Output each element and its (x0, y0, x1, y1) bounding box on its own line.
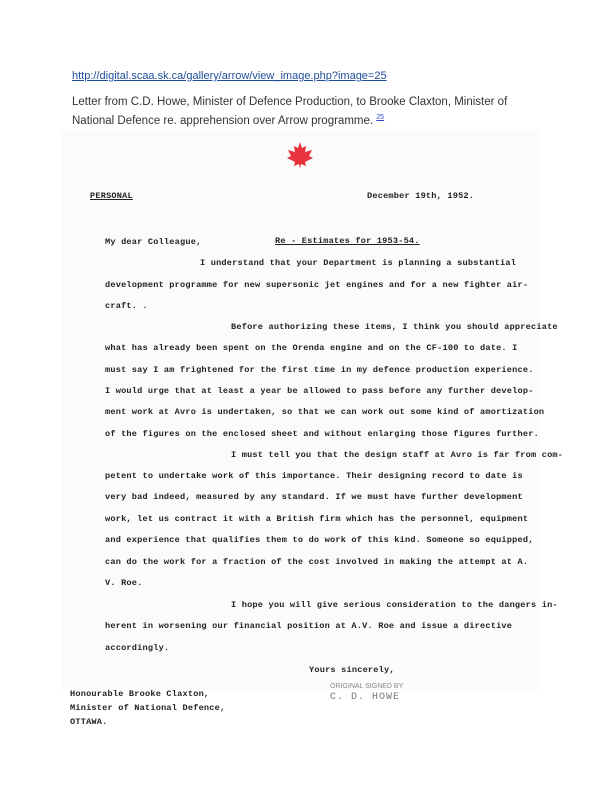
letter-body-line: herent in worsening our financial position at A.V. Roe and issue a directive (105, 621, 513, 631)
letter-body-line: petent to undertake work of this importance. Their designing record to date is (105, 471, 523, 481)
letter-body-line: of the figures on the enclosed sheet and without enlarging those figures further. (105, 429, 539, 439)
caption-text: Letter from C.D. Howe, Minister of Defence Production, to Brooke Claxton, Minister of National Defence re. apprehension over Arrow programme. (72, 96, 508, 127)
letter-body-line: I must tell you that the design staff at Avro is far from com- (231, 450, 564, 460)
letter-body-line: V. Roe. (105, 578, 143, 588)
letter-body-line: craft. . (105, 301, 148, 311)
addressee-line: OTTAWA. (70, 717, 108, 727)
caption (72, 95, 542, 129)
letter-body-line: accordingly. (105, 643, 170, 653)
letter-body-line: work, let us contract it with a British firm which has the personnel, equipment (105, 514, 529, 524)
personal-label: PERSONAL (90, 191, 133, 201)
maple-leaf-icon (285, 140, 315, 170)
letter-body-line: very bad indeed, measured by any standard. If we must have further development (105, 492, 523, 502)
subject: Re - Estimates for 1953-54. (275, 236, 420, 246)
letter-body-line: development programme for new supersonic jet engines and for a new fighter air- (105, 280, 529, 290)
letter-body-line: what has already been spent on the Orenda engine and on the CF-100 to date. I (105, 343, 518, 353)
letter-body-line: I understand that your Department is planning a substantial (200, 258, 517, 268)
closing: Yours sincerely, (309, 665, 395, 675)
addressee-line: Minister of National Defence, (70, 703, 226, 713)
letter-body-line: I would urge that at least a year be allowed to pass before any further develop- (105, 386, 534, 396)
addressee-line: Honourable Brooke Claxton, (70, 689, 210, 699)
letter-body-line: I hope you will give serious consideration to the dangers in- (231, 600, 558, 610)
letter-body-line: ment work at Avro is undertaken, so that we can work out some kind of amortization (105, 407, 545, 417)
letter-body-line: must say I am frightened for the first time in my defence production experience. (105, 365, 534, 375)
signature: C. D. HOWE (330, 692, 401, 703)
source-link[interactable]: http://digital.scaa.sk.ca/gallery/arrow/view_image.php?image=25 (72, 70, 387, 82)
signature-stamp: ORIGINAL SIGNED BY (330, 683, 404, 690)
footnote-ref[interactable]: 25 (376, 114, 385, 121)
letter-date: December 19th, 1952. (367, 191, 475, 201)
letter-body-line: and experience that qualifies them to do work of this kind. Someone so equipped, (105, 535, 534, 545)
letter-body-line: Before authorizing these items, I think you should appreciate (231, 322, 558, 332)
salutation: My dear Colleague, (105, 237, 202, 247)
letter-body-line: can do the work for a fraction of the cost involved in making the attempt at A. (105, 557, 529, 567)
